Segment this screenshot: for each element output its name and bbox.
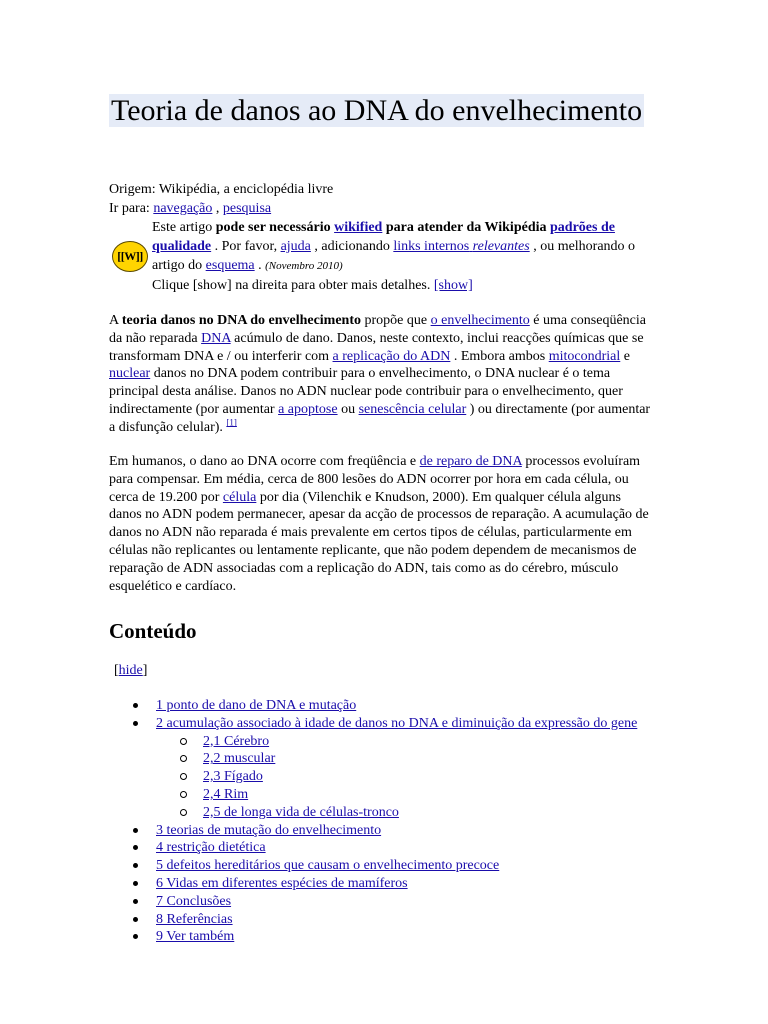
toc-subitem: 2,4 Rim: [156, 786, 671, 804]
apoptosis-link[interactable]: a apoptose: [278, 401, 338, 417]
dna-repair-link[interactable]: de reparo de DNA: [419, 454, 522, 469]
cellular-senescence-link[interactable]: senescência celular: [358, 401, 467, 417]
wikified-link[interactable]: wikified: [334, 220, 383, 235]
nuclear-link[interactable]: nuclear: [109, 366, 151, 382]
quality-standards-link[interactable]: padrões de qualidade: [152, 220, 615, 254]
toc-toggle: [hide]: [114, 663, 148, 678]
second-paragraph: Em humanos, o dano ao DNA ocorre com freqüência e de reparo de DNA processos evoluíram para compensar. Em média, cerca de 800 lesões do ADN ocorrer por hora em cada célula, ou cerca de 19.200 por célula por dia (Vilenchik e Knudson, 2000). Em qualquer célula alguns danos no ADN podem permanecer, apesar da acção de processos de reparação. A acumulação de danos no ADN não reparada é mais prevalente em certos tipos de células, particularmente em células não replicantes ou lentamente replicante, que não podem dependem de mecanismos de reparação de ADN associadas com a replicação do ADN, tais como as do cérebro, músculo esquelético e cardíaco.: [109, 454, 649, 594]
toc-item: 8 Referências: [131, 911, 671, 929]
search-link[interactable]: pesquisa: [222, 201, 272, 216]
dna-link[interactable]: DNA: [201, 330, 231, 346]
help-link[interactable]: ajuda: [280, 239, 311, 254]
toc-item: 1 ponto de dano de DNA e mutação: [131, 697, 671, 715]
toc-item: 6 Vidas em diferentes espécies de mamíferos: [131, 875, 671, 893]
toc-item: 3 teorias de mutação do envelhecimento: [131, 822, 671, 840]
toc-subitem: 2,3 Fígado: [156, 768, 671, 786]
jump-to-line: Ir para: navegação , pesquisa: [109, 201, 272, 216]
hide-toc-link[interactable]: hide: [118, 663, 143, 678]
intro-paragraph: A teoria danos no DNA do envelhecimento propõe que o envelhecimento é uma conseqüência da não reparada DNA acúmulo de dano. Danos, neste contexto, inclui reacções químicas que se transformam DNA e / ou interferir com a replicação do ADN . Embora ambos mitocondrial e nuclear danos no DNA podem contribuir para o envelhecimento, o DNA nuclear é o tema principal desta análise. Danos no ADN nuclear pode contribuir para o envelhecimento, quer indirectamente (por aumentar a apoptose ou senescência celular ) ou directamente (por aumentar a disfunção celular). [1]: [109, 313, 651, 435]
layout-link[interactable]: esquema: [205, 258, 255, 273]
cell-link[interactable]: célula: [222, 489, 257, 505]
toc-subitem: 2,5 de longa vida de células-tronco: [156, 804, 671, 822]
mitochondrial-link[interactable]: mitocondrial: [548, 348, 621, 364]
origin-line: Origem: Wikipédia, a enciclopédia livre: [109, 182, 334, 197]
page-title: Teoria de danos ao DNA do envelhecimento: [111, 94, 643, 127]
toc-item: 4 restrição dietética: [131, 839, 671, 857]
toc-item: 7 Conclusões: [131, 893, 671, 911]
toc-item: 9 Ver também: [131, 928, 671, 946]
notice-date: (Novembro 2010): [265, 260, 343, 272]
toc-item: 2 acumulação associado à idade de danos no DNA e diminuição da expressão do gene 2,1 Cérebro 2,2 muscular 2,3 Fígado 2,4 Rim 2,5 de longa vida de células-tronco: [131, 715, 671, 822]
wikify-notice: [[W]] Este artigo pode ser necessário wikified para atender da Wikipédia padrões de qualidade . Por favor, ajuda , adicionando links internos relevantes , ou melhorando o artigo do esquema . (Novembro 2010) Clique [show] na direita para obter mais detalhes. [show]: [109, 218, 659, 295]
toc-subitem: 2,1 Cérebro: [156, 733, 671, 751]
internal-links-link[interactable]: links internos relevantes: [393, 239, 530, 254]
dna-replication-link[interactable]: a replicação do ADN: [332, 348, 451, 364]
toc-item: 5 defeitos hereditários que causam o envelhecimento precoce: [131, 857, 671, 875]
table-of-contents: [131, 697, 671, 946]
aging-link[interactable]: o envelhecimento: [430, 313, 530, 328]
navigation-link[interactable]: navegação: [153, 201, 213, 216]
reference-1-link[interactable]: [1]: [226, 417, 237, 428]
show-link[interactable]: [show]: [433, 278, 473, 293]
toc-sublist: [156, 733, 671, 822]
wikify-icon: [[W]]: [112, 241, 148, 272]
toc-heading: Conteúdo: [109, 619, 197, 643]
toc-subitem: 2,2 muscular: [156, 750, 671, 768]
